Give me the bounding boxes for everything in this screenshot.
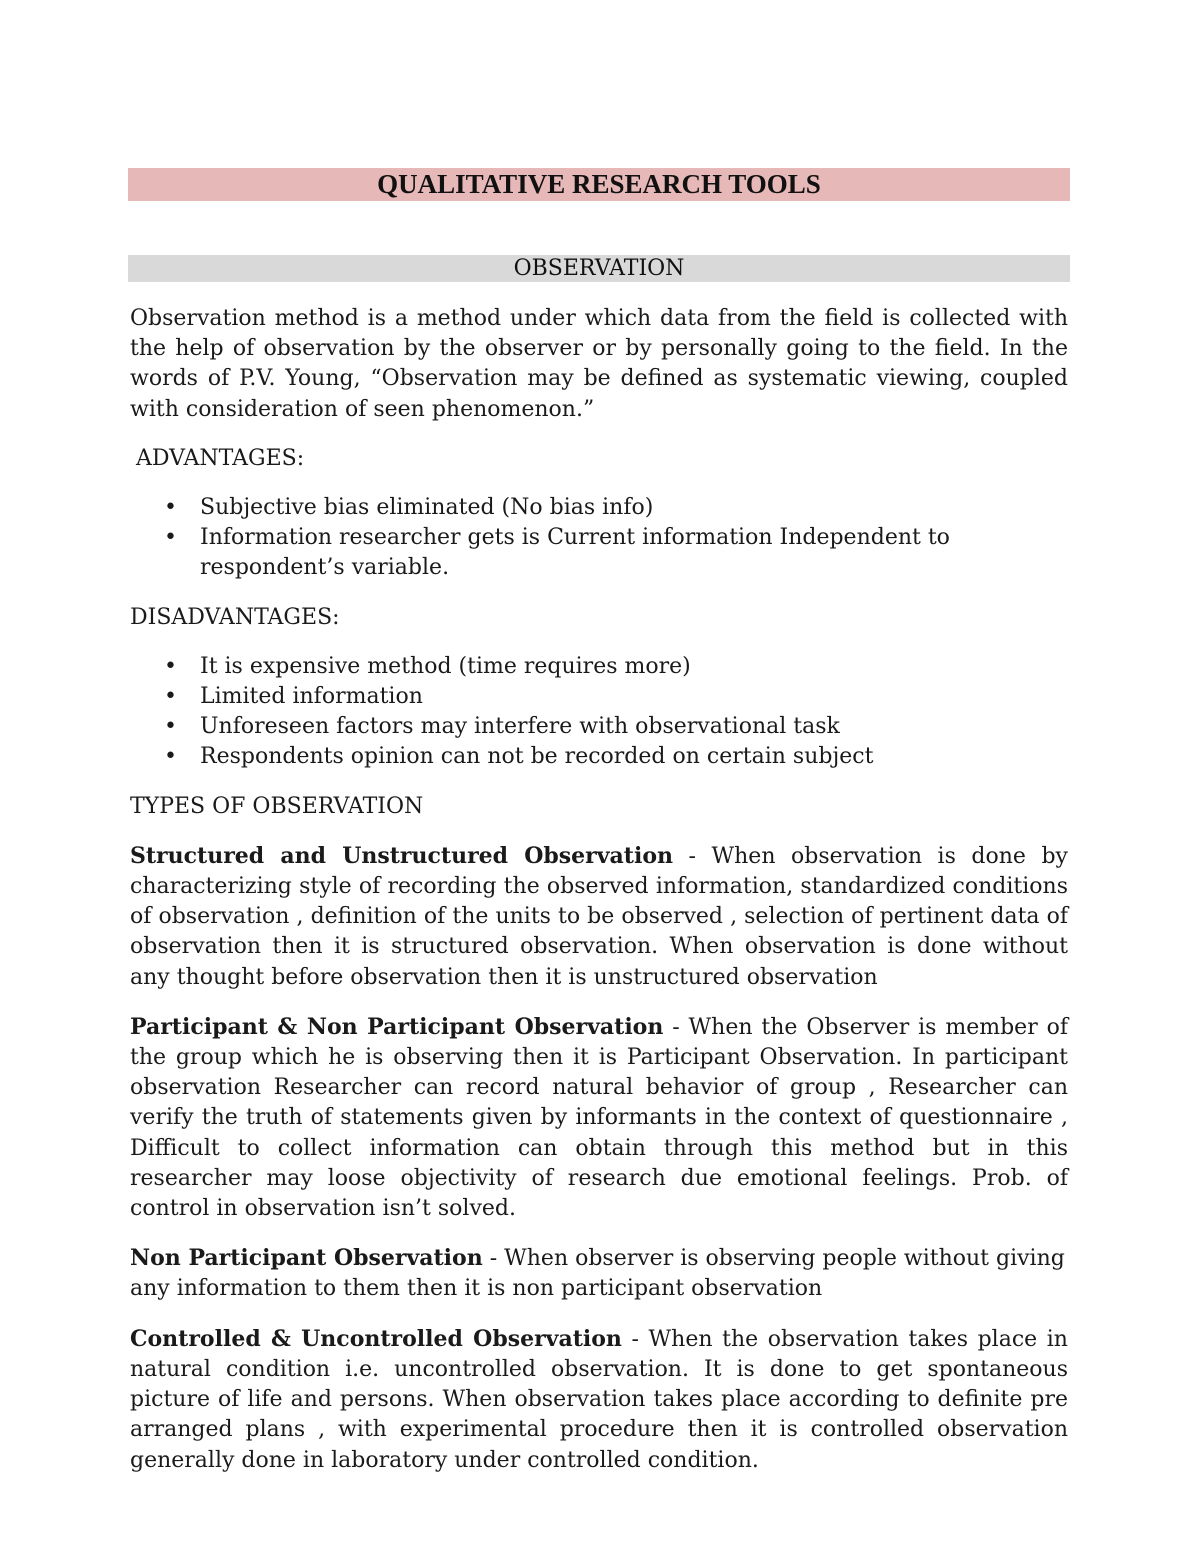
type-paragraph-controlled	[130, 1324, 1068, 1476]
type-paragraph-participant	[130, 1012, 1068, 1224]
type-paragraph-structured	[130, 841, 1068, 993]
list-item	[130, 523, 1068, 583]
type-term: Participant & Non Participant Observation	[130, 1013, 664, 1040]
bullet-icon: •	[164, 653, 177, 679]
list-item	[130, 682, 1068, 712]
document-page	[130, 168, 1068, 1476]
advantages-heading: ADVANTAGES:	[136, 445, 305, 471]
intro-paragraph: Observation method is a method under which data from the field is collected with the help of observation by the observer or by personally going to the field. In the words of P.V. Young, “Observation may be defined as systematic viewing, coupled with consideration of seen phenomenon.”	[130, 306, 1068, 422]
list-item-text: Unforeseen factors may interfere with observational task	[200, 714, 840, 740]
document-title: QUALITATIVE RESEARCH TOOLS	[128, 168, 1070, 201]
type-term: Controlled & Uncontrolled Observation	[130, 1325, 622, 1352]
bullet-icon: •	[164, 684, 177, 710]
type-description: - When observation is done by characterizing style of recording the observed information, standardized conditions of observation , definition of the units to be observed , selection of pertinent data of observation then it is structured observation. When observation is done without any thought before observation then it is unstructured observation	[130, 843, 1068, 990]
types-heading: TYPES OF OBSERVATION	[130, 793, 424, 819]
list-item-text: Information researcher gets is Current information Independent to respondent’s variable.	[200, 525, 950, 581]
list-item	[130, 493, 1068, 523]
list-item	[130, 712, 1068, 742]
type-description: - When the Observer is member of the group which he is observing then it is Participant Observation. In participant observation Researcher can record natural behavior of group , Researcher can verify the truth of statements given by informants in the context of questionnaire , Difficult to collect information can obtain through this method but in this researcher may loose objectivity of research due emotional feelings. Prob. of control in observation isn’t solved.	[130, 1014, 1068, 1222]
list-item-text: Subjective bias eliminated (No bias info)	[200, 495, 654, 521]
bullet-icon: •	[164, 495, 177, 521]
disadvantages-list	[130, 652, 1068, 773]
list-item-text: Limited information	[200, 684, 423, 710]
list-item-text: It is expensive method (time requires more)	[200, 653, 691, 679]
advantages-list	[130, 493, 1068, 584]
list-item	[130, 742, 1068, 772]
type-description: - When observer is observing people without giving any information to them then it is non participant observation	[130, 1246, 1065, 1302]
disadvantages-heading: DISADVANTAGES:	[130, 604, 340, 630]
bullet-icon: •	[164, 525, 177, 551]
type-term: Structured and Unstructured Observation	[130, 842, 673, 869]
type-paragraph-non-participant	[130, 1243, 1068, 1304]
list-item-text: Respondents opinion can not be recorded on certain subject	[200, 744, 874, 770]
section-title-observation: OBSERVATION	[128, 255, 1070, 282]
list-item	[130, 652, 1068, 682]
bullet-icon: •	[164, 714, 177, 740]
type-term: Non Participant Observation	[130, 1245, 483, 1272]
type-description: - When the observation takes place in natural condition i.e. uncontrolled observation. It is done to get spontaneous picture of life and persons. When observation takes place according to definite pre arranged plans , with experimental procedure then it is controlled observation generally done in laboratory under controlled condition.	[130, 1326, 1068, 1473]
bullet-icon: •	[164, 744, 177, 770]
